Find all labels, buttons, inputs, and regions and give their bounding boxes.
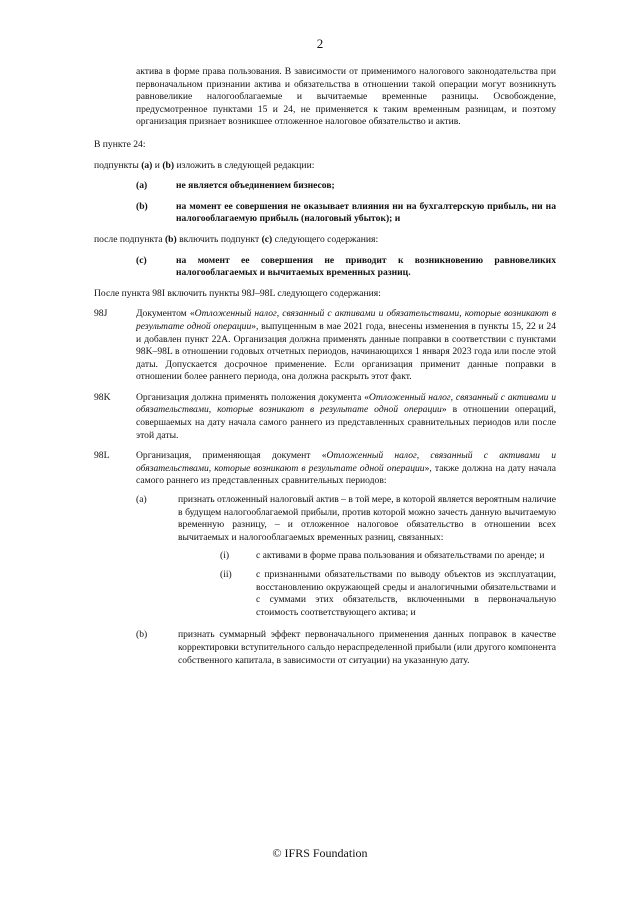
subpoint-text: на момент ее совершения не приводит к возникновению равновеликих налогооблагаемых и вычитаемых временных разниц. [176,254,556,279]
subpoint-b [136,201,556,226]
paragraph-98k [94,392,556,442]
paragraph-number: 98L [94,450,110,462]
item-body [178,494,556,619]
paragraph-number: 98K [94,391,111,403]
paragraph-body [136,450,556,667]
item-text: с признанными обязательствами по выводу объектов из эксплуатации, восстановлению окружающей среды и аналогичными обязательствами и с суммами этих обязательств, включенными в первоначальную стоимость соответствующего актива; и [256,569,556,618]
subpoints-intro: подпункты (a) и (b) изложить в следующей редакции: [94,159,315,171]
item-text: с активами в форме права пользования и обязательствами по аренде; и [256,550,545,562]
item-98l-a [136,494,556,619]
continuation-paragraph: актива в форме права пользования. В зависимости от применимого налогового законодательства при первоначальном признании актива и обязательства в отношении такой операции могут возникнуть равновеликие налогооблагаемые и вычитаемые временные разницы. Освобождение, предусмотренное пунктами 15 и 24, не применяется к таким временным разницам, и поэтому организация признает возникшее отложенное налоговое обязательство и актив. [136,66,556,128]
paragraph-text: Организация должна применять положения документа «Отложенный налог, связанный с активами и обязательствами, которые возникают в результате одной операции» в отношении операций, совершаемых на дату начала самого раннего из представленных сравнительных периодов или после этой даты. [136,391,556,441]
after-b-intro: после подпункта (b) включить подпункт (c) следующего содержания: [94,233,379,245]
subpoint-text: не является объединением бизнесов; [176,180,335,192]
subpoint-label: (b) [136,200,148,212]
paragraph-98j [94,308,556,384]
after-98i-intro: После пункта 98I включить пункты 98J–98L следующего содержания: [94,287,381,299]
footer-copyright: © IFRS Foundation [272,846,368,860]
subpoint-c [136,255,556,280]
subpoint-text: на момент ее совершения не оказывает влияния ни на бухгалтерскую прибыль, ни на налогооблагаемую прибыль (налоговый убыток); и [176,200,556,225]
item-98l-b [136,629,556,667]
subpoint-label: (a) [136,180,148,192]
subpoint-a [136,180,556,193]
paragraph-98l [94,450,556,667]
item-text: признать суммарный эффект первоначального применения данных поправок в качестве корректировки вступительного сальдо нераспределенной прибыли (или другого компонента собственного капитала, в зависимости от ситуации) на указанную дату. [178,629,556,666]
item-label: (b) [136,629,148,641]
paragraph-text: Документом «Отложенный налог, связанный с активами и обязательствами, которые возникают в результате одной операции», выпущенным в мае 2021 года, внесены изменения в пункты 15, 22 и 24 и добавлен пункт 22A. Организация должна применять данные поправки в соответствии с пунктами 98K–98L в отношении годовых отчетных периодов, начинающихся 1 января 2023 года или после этой даты. Допускается досрочное применение. Если организация применит данные поправки в отношении более раннего периода, она должна раскрыть этот факт. [136,308,556,383]
document-body [94,66,556,667]
paragraph-text: Организация, применяющая документ «Отложенный налог, связанный с активами и обязательствами, которые возникают в результате одной операции», также должна на дату начала самого раннего из представленных сравнительных периодов: [136,450,557,487]
page-number: 2 [316,36,324,51]
subpoint-label: (c) [136,254,147,266]
item-98l-a-ii [220,569,556,619]
item-label: (ii) [220,569,232,580]
item-98l-a-i [220,550,556,563]
item-label: (a) [136,494,147,506]
item-label: (i) [220,550,230,562]
item-text: признать отложенный налоговый актив – в той мере, в которой является вероятным наличие в будущем налогооблагаемой прибыли, против которой можно зачесть данную вычитаемую временную разницу, – и отложенное налоговое обязательство в отношении всех вычитаемых и налогооблагаемых временных разниц, связанных: [178,494,556,543]
paragraph-number: 98J [94,308,108,320]
para-24-intro: В пункте 24: [94,138,146,150]
